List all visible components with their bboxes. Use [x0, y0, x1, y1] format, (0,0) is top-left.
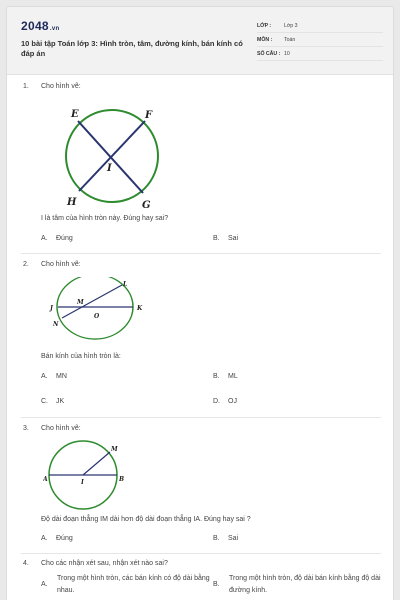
meta-grade: LỚP : Lớp 3 — [257, 20, 383, 33]
worksheet-meta — [257, 20, 383, 62]
question-3-figure — [43, 437, 129, 513]
question-3-statement: Độ dài đoạn thẳng IM dài hơn độ dài đoạn thẳng IA. Đúng hay sai ? — [41, 516, 251, 523]
label-i: I — [107, 163, 112, 174]
label-g: G — [142, 200, 151, 211]
label-m: M — [77, 299, 84, 306]
q2-option-a[interactable]: A. MN — [41, 373, 67, 380]
label-f: F — [145, 110, 153, 121]
q1-option-a[interactable]: A. Đúng — [41, 235, 73, 242]
q2-option-b[interactable]: B. ML — [213, 373, 238, 380]
site-logo[interactable]: 2048.vn — [21, 19, 60, 33]
q3-option-b[interactable]: B. Sai — [213, 535, 239, 542]
q4-option-b[interactable]: B. Trong một hình tròn, độ dài bán kính bằng độ dài đường kính. — [213, 575, 381, 594]
q1-option-b[interactable]: B. Sai — [213, 235, 239, 242]
label-b: B — [119, 476, 125, 483]
label-h: H — [67, 197, 77, 208]
label-i: I — [81, 479, 84, 486]
page-title: 10 bài tập Toán lớp 3: Hình tròn, tâm, đường kính, bán kính có đáp án — [21, 39, 243, 58]
question-2-statement: Bán kính của hình tròn là: — [41, 353, 121, 360]
worksheet-page: 2048.vn 10 bài tập Toán lớp 3: Hình tròn, tâm, đường kính, bán kính có đáp án LỚP : Lớp 3 MÔN : Toán SỐ CÂU : 10 1. Cho hình vẽ: E F I H G I là tâm của hình tròn này. Đúng hay sai? A. Đúng B. Sai 2. Cho hình vẽ: L M J O K N Bán kính của hình tròn là: A. MN B. ML C. JK D. OJ 3. Cho hình vẽ: M A I B Độ dài đoạn thẳng IM dài hơn độ dài đoạn thẳng IA. Đúng hay sai ? A. Đúng B. Sai 4. Cho các nhận xét sau, nhận xét nào sai? A. Trong một hình tròn, các bán kính có độ dài bằng nhau. B. Trong một hình tròn, độ dài bán kính bằng độ dài đường kính. — [6, 6, 394, 600]
label-k: K — [137, 305, 143, 312]
circle — [57, 277, 133, 339]
worksheet-header — [7, 7, 393, 75]
question-2-figure — [49, 277, 153, 347]
question-1-statement: I là tâm của hình tròn này. Đúng hay sai? — [41, 215, 169, 222]
meta-question-count: SỐ CÂU : 10 — [257, 48, 383, 61]
meta-subject: MÔN : Toán — [257, 34, 383, 47]
q4-option-a[interactable]: A. Trong một hình tròn, các bán kính có độ dài bằng nhau. — [41, 575, 210, 594]
label-e: E — [71, 109, 79, 120]
q3-option-a[interactable]: A. Đúng — [41, 535, 73, 542]
divider — [21, 417, 381, 418]
label-o: O — [94, 313, 100, 320]
q2-option-c[interactable]: C. JK — [41, 398, 65, 405]
radius-im — [83, 452, 110, 475]
label-m: M — [111, 446, 118, 453]
label-j: J — [50, 305, 53, 312]
divider — [21, 253, 381, 254]
q2-option-d[interactable]: D. OJ — [213, 398, 237, 405]
label-n: N — [53, 321, 59, 328]
divider — [21, 553, 381, 554]
diameter-fh — [79, 121, 145, 191]
label-l: L — [123, 281, 128, 288]
question-1-figure — [57, 101, 167, 211]
label-a: A — [43, 476, 48, 483]
chord-nl — [62, 285, 122, 318]
